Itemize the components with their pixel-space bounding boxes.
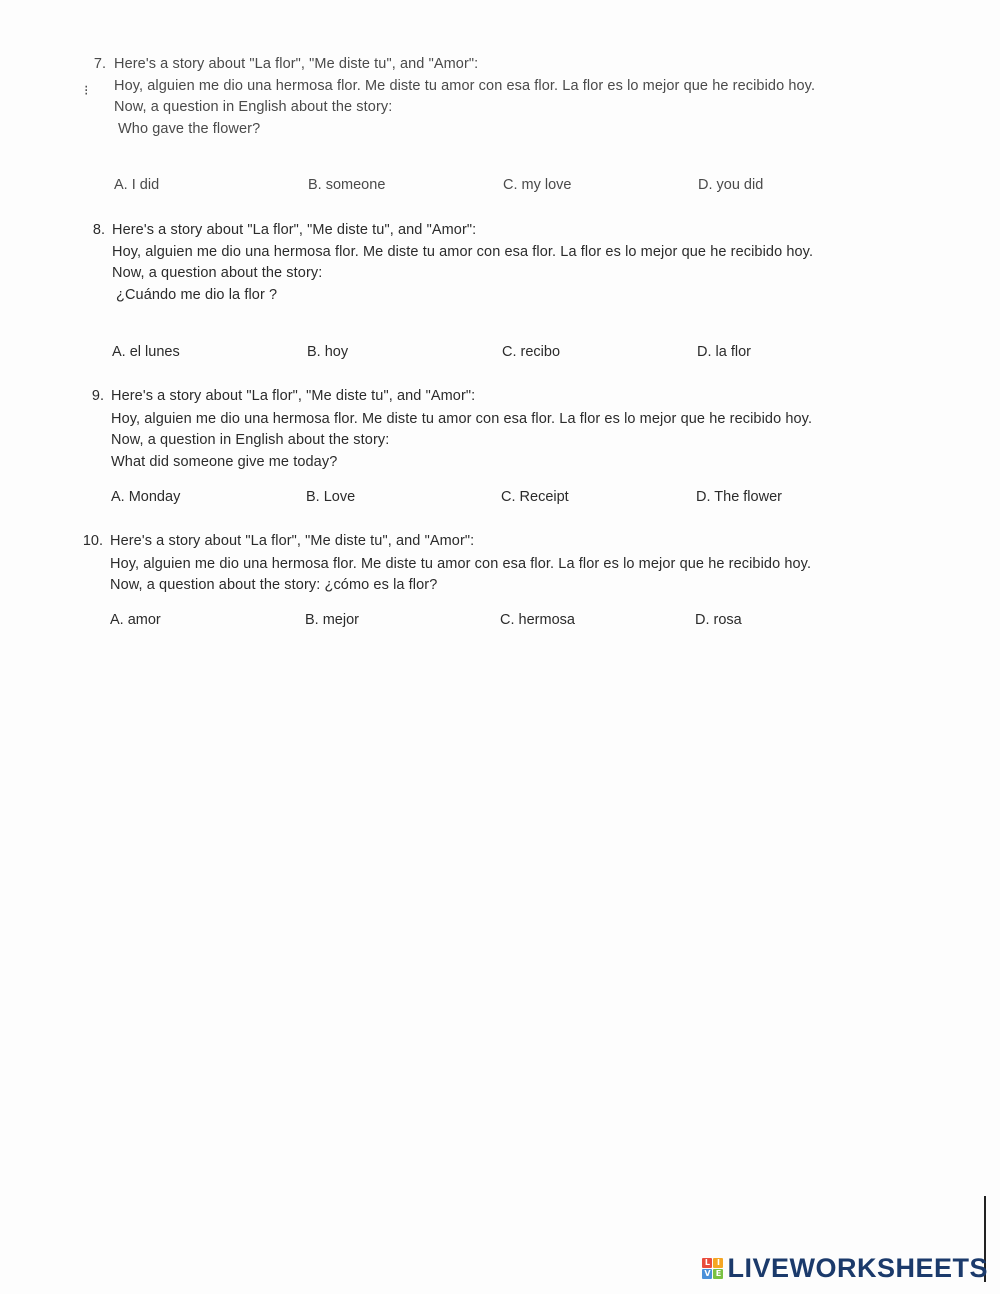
answer-option-b[interactable]: B. someone <box>308 177 386 193</box>
question-prompt: Now, a question about the story: <box>112 265 323 281</box>
answer-option-c[interactable]: C. Receipt <box>501 489 569 505</box>
answer-option-a[interactable]: A. el lunes <box>112 344 180 360</box>
answer-option-b[interactable]: B. hoy <box>307 344 349 360</box>
question-story: Hoy, alguien me dio una hermosa flor. Me diste tu amor con esa flor. La flor es lo mejor que he recibido hoy. <box>112 244 814 260</box>
question-prompt: Now, a question in English about the story: <box>114 99 393 115</box>
logo-tile-i: I <box>713 1258 723 1268</box>
question-prompt: Now, a question in English about the story: <box>111 432 390 448</box>
logo-tile-l: L <box>702 1258 712 1268</box>
answer-option-d[interactable]: D. The flower <box>696 489 782 505</box>
question-story: Hoy, alguien me dio una hermosa flor. Me diste tu amor con esa flor. La flor es lo mejor que he recibido hoy. <box>114 78 816 94</box>
answer-option-a[interactable]: A. amor <box>110 612 161 628</box>
question-prompt: Now, a question about the story: ¿cómo es la flor? <box>110 577 438 593</box>
logo-tile-e: E <box>713 1269 723 1279</box>
liveworksheets-logo-icon <box>702 1258 723 1279</box>
answer-option-b[interactable]: B. Love <box>306 489 356 505</box>
answer-option-d[interactable]: D. la flor <box>697 344 751 360</box>
answer-option-a[interactable]: A. I did <box>114 177 160 193</box>
question-number: 7. <box>93 56 106 72</box>
question-intro: Here's a story about "La flor", "Me diste tu", and "Amor": <box>112 222 477 238</box>
scan-artifact-mark: ⁝ <box>84 82 89 98</box>
answer-option-c[interactable]: C. hermosa <box>500 612 575 628</box>
liveworksheets-brand[interactable] <box>702 1253 988 1284</box>
question-number: 10. <box>82 533 103 549</box>
answer-option-b[interactable]: B. mejor <box>305 612 359 628</box>
logo-tile-v: V <box>704 1269 711 1278</box>
answer-option-a[interactable]: A. Monday <box>111 489 181 505</box>
question-intro: Here's a story about "La flor", "Me diste tu", and "Amor": <box>114 56 479 72</box>
answer-option-c[interactable]: C. my love <box>503 177 572 193</box>
question-number: 8. <box>92 222 105 238</box>
question-text: Who gave the flower? <box>118 121 261 137</box>
question-story: Hoy, alguien me dio una hermosa flor. Me diste tu amor con esa flor. La flor es lo mejor que he recibido hoy. <box>110 556 812 572</box>
brand-name: LIVEWORKSHEETS <box>727 1253 988 1283</box>
question-text: ¿Cuándo me dio la flor ? <box>116 287 278 303</box>
question-intro: Here's a story about "La flor", "Me diste tu", and "Amor": <box>110 533 475 549</box>
question-story: Hoy, alguien me dio una hermosa flor. Me diste tu amor con esa flor. La flor es lo mejor que he recibido hoy. <box>111 411 813 427</box>
question-number: 9. <box>91 388 104 404</box>
answer-option-c[interactable]: C. recibo <box>502 344 561 360</box>
answer-option-d[interactable]: D. you did <box>698 177 764 193</box>
answer-option-d[interactable]: D. rosa <box>695 612 742 628</box>
question-text: What did someone give me today? <box>111 454 338 470</box>
question-intro: Here's a story about "La flor", "Me diste tu", and "Amor": <box>111 388 476 404</box>
